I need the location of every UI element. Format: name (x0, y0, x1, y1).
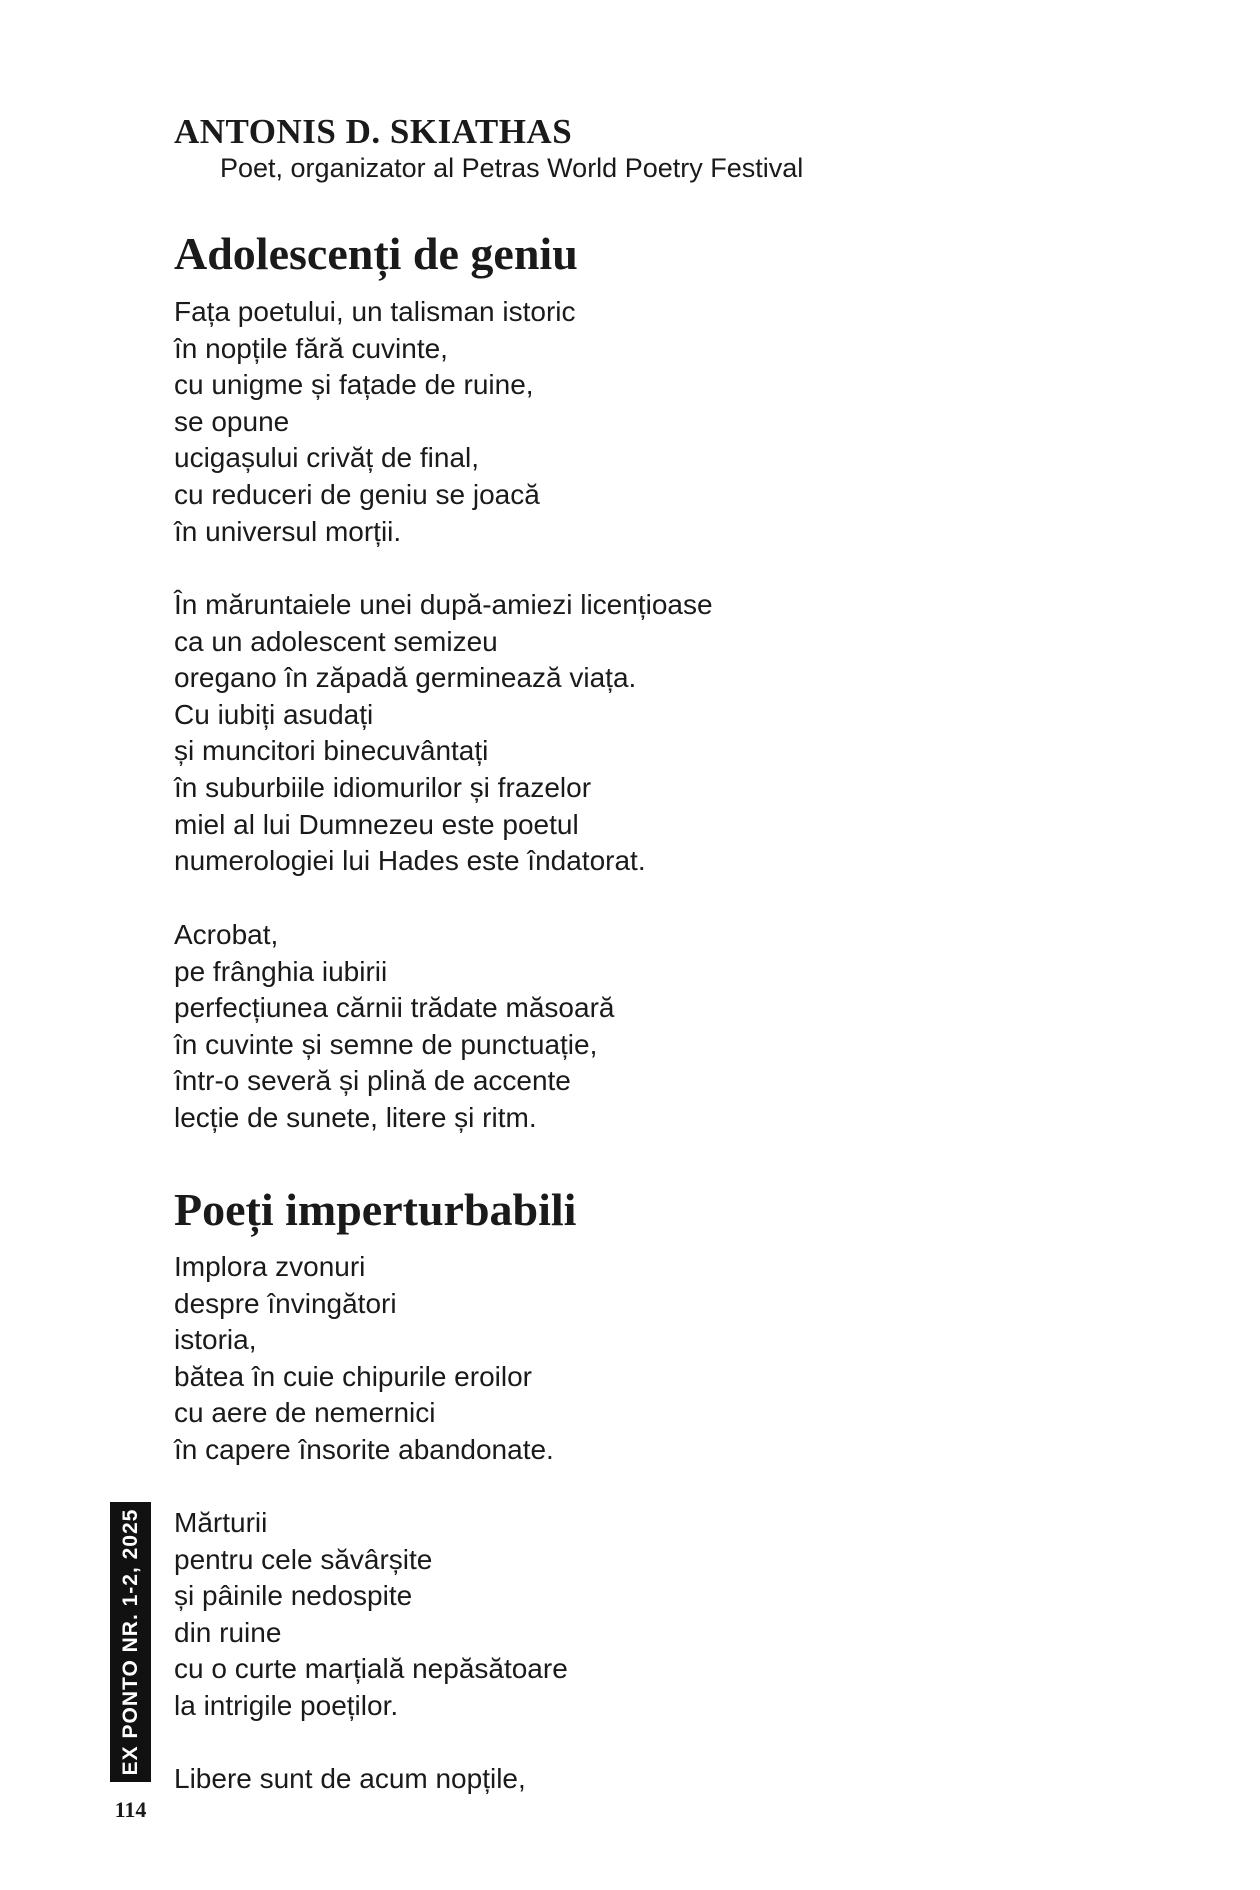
poem-line: oregano în zăpadă germinează viața. (174, 662, 637, 694)
poem-line: numerologiei lui Hades este îndatorat. (174, 845, 646, 877)
journal-sidebar (110, 1502, 151, 1782)
stanza (174, 1249, 554, 1469)
poem-line: în cuvinte și semne de punctuație, (174, 1028, 598, 1060)
poem-line: Fața poetului, un talisman istoric (174, 296, 576, 327)
poem-line: În măruntaiele unei după-amiezi licențioase (174, 589, 713, 620)
poem-line: pentru cele săvârșite (174, 1543, 433, 1575)
poem-line: bătea în cuie chipurile eroilor (174, 1360, 532, 1392)
author-name: ANTONIS D. SKIATHAS (174, 112, 573, 151)
poem-line: în capere însorite abandonate. (174, 1433, 554, 1465)
poem-line: cu unigme și fațade de ruine, (174, 369, 534, 401)
poem-line: istoria, (174, 1324, 257, 1356)
stanza (174, 1761, 526, 1798)
poem-line: în universul morții. (174, 515, 402, 547)
journal-label: EX PONTO NR. 1-2, 2025 (118, 1508, 142, 1776)
poem-line: cu o curte marțială nepăsătoare (174, 1653, 568, 1685)
stanza (174, 1505, 568, 1725)
poem-line: pe frânghia iubirii (174, 955, 388, 987)
poem-line: în suburbiile idiomurilor și frazelor (174, 771, 592, 803)
poem-line: cu aere de nemernici (174, 1397, 436, 1429)
poem-line: în nopțile fără cuvinte, (174, 332, 448, 364)
stanza (174, 294, 576, 550)
poem-line: Implora zvonuri (174, 1251, 366, 1282)
stanza (174, 587, 713, 880)
poem-line: Cu iubiți asudați (174, 698, 374, 730)
poem-line: la intrigile poeților. (174, 1689, 399, 1721)
poem-line: perfecțiunea cărnii trădate măsoară (174, 992, 615, 1024)
poem-line: lecție de sunete, litere și ritm. (174, 1101, 537, 1133)
poem-line: Mărturii (174, 1507, 268, 1538)
stanza (174, 917, 614, 1137)
poem-line: ca un adolescent semizeu (174, 625, 498, 657)
poem-title: Poeți imperturbabili (174, 1184, 577, 1235)
poem-line: se opune (174, 405, 290, 437)
poem-line: și pâinile nedospite (174, 1580, 413, 1612)
poem-line: miel al lui Dumnezeu este poetul (174, 808, 579, 840)
poem-line: Libere sunt de acum nopțile, (174, 1763, 526, 1794)
poem-line: despre învingători (174, 1287, 397, 1319)
page-number: 114 (114, 1797, 147, 1822)
poem-line: cu reduceri de geniu se joacă (174, 478, 540, 510)
poem-line: și muncitori binecuvântați (174, 735, 489, 767)
poem-line: într-o severă și plină de accente (174, 1065, 571, 1097)
poem-line: ucigașului crivăț de final, (174, 442, 480, 474)
poem-line: Acrobat, (174, 919, 279, 950)
poem-line: din ruine (174, 1616, 282, 1648)
poem-title: Adolescenți de geniu (174, 228, 578, 279)
author-subtitle: Poet, organizator al Petras World Poetry Festival (220, 153, 804, 183)
